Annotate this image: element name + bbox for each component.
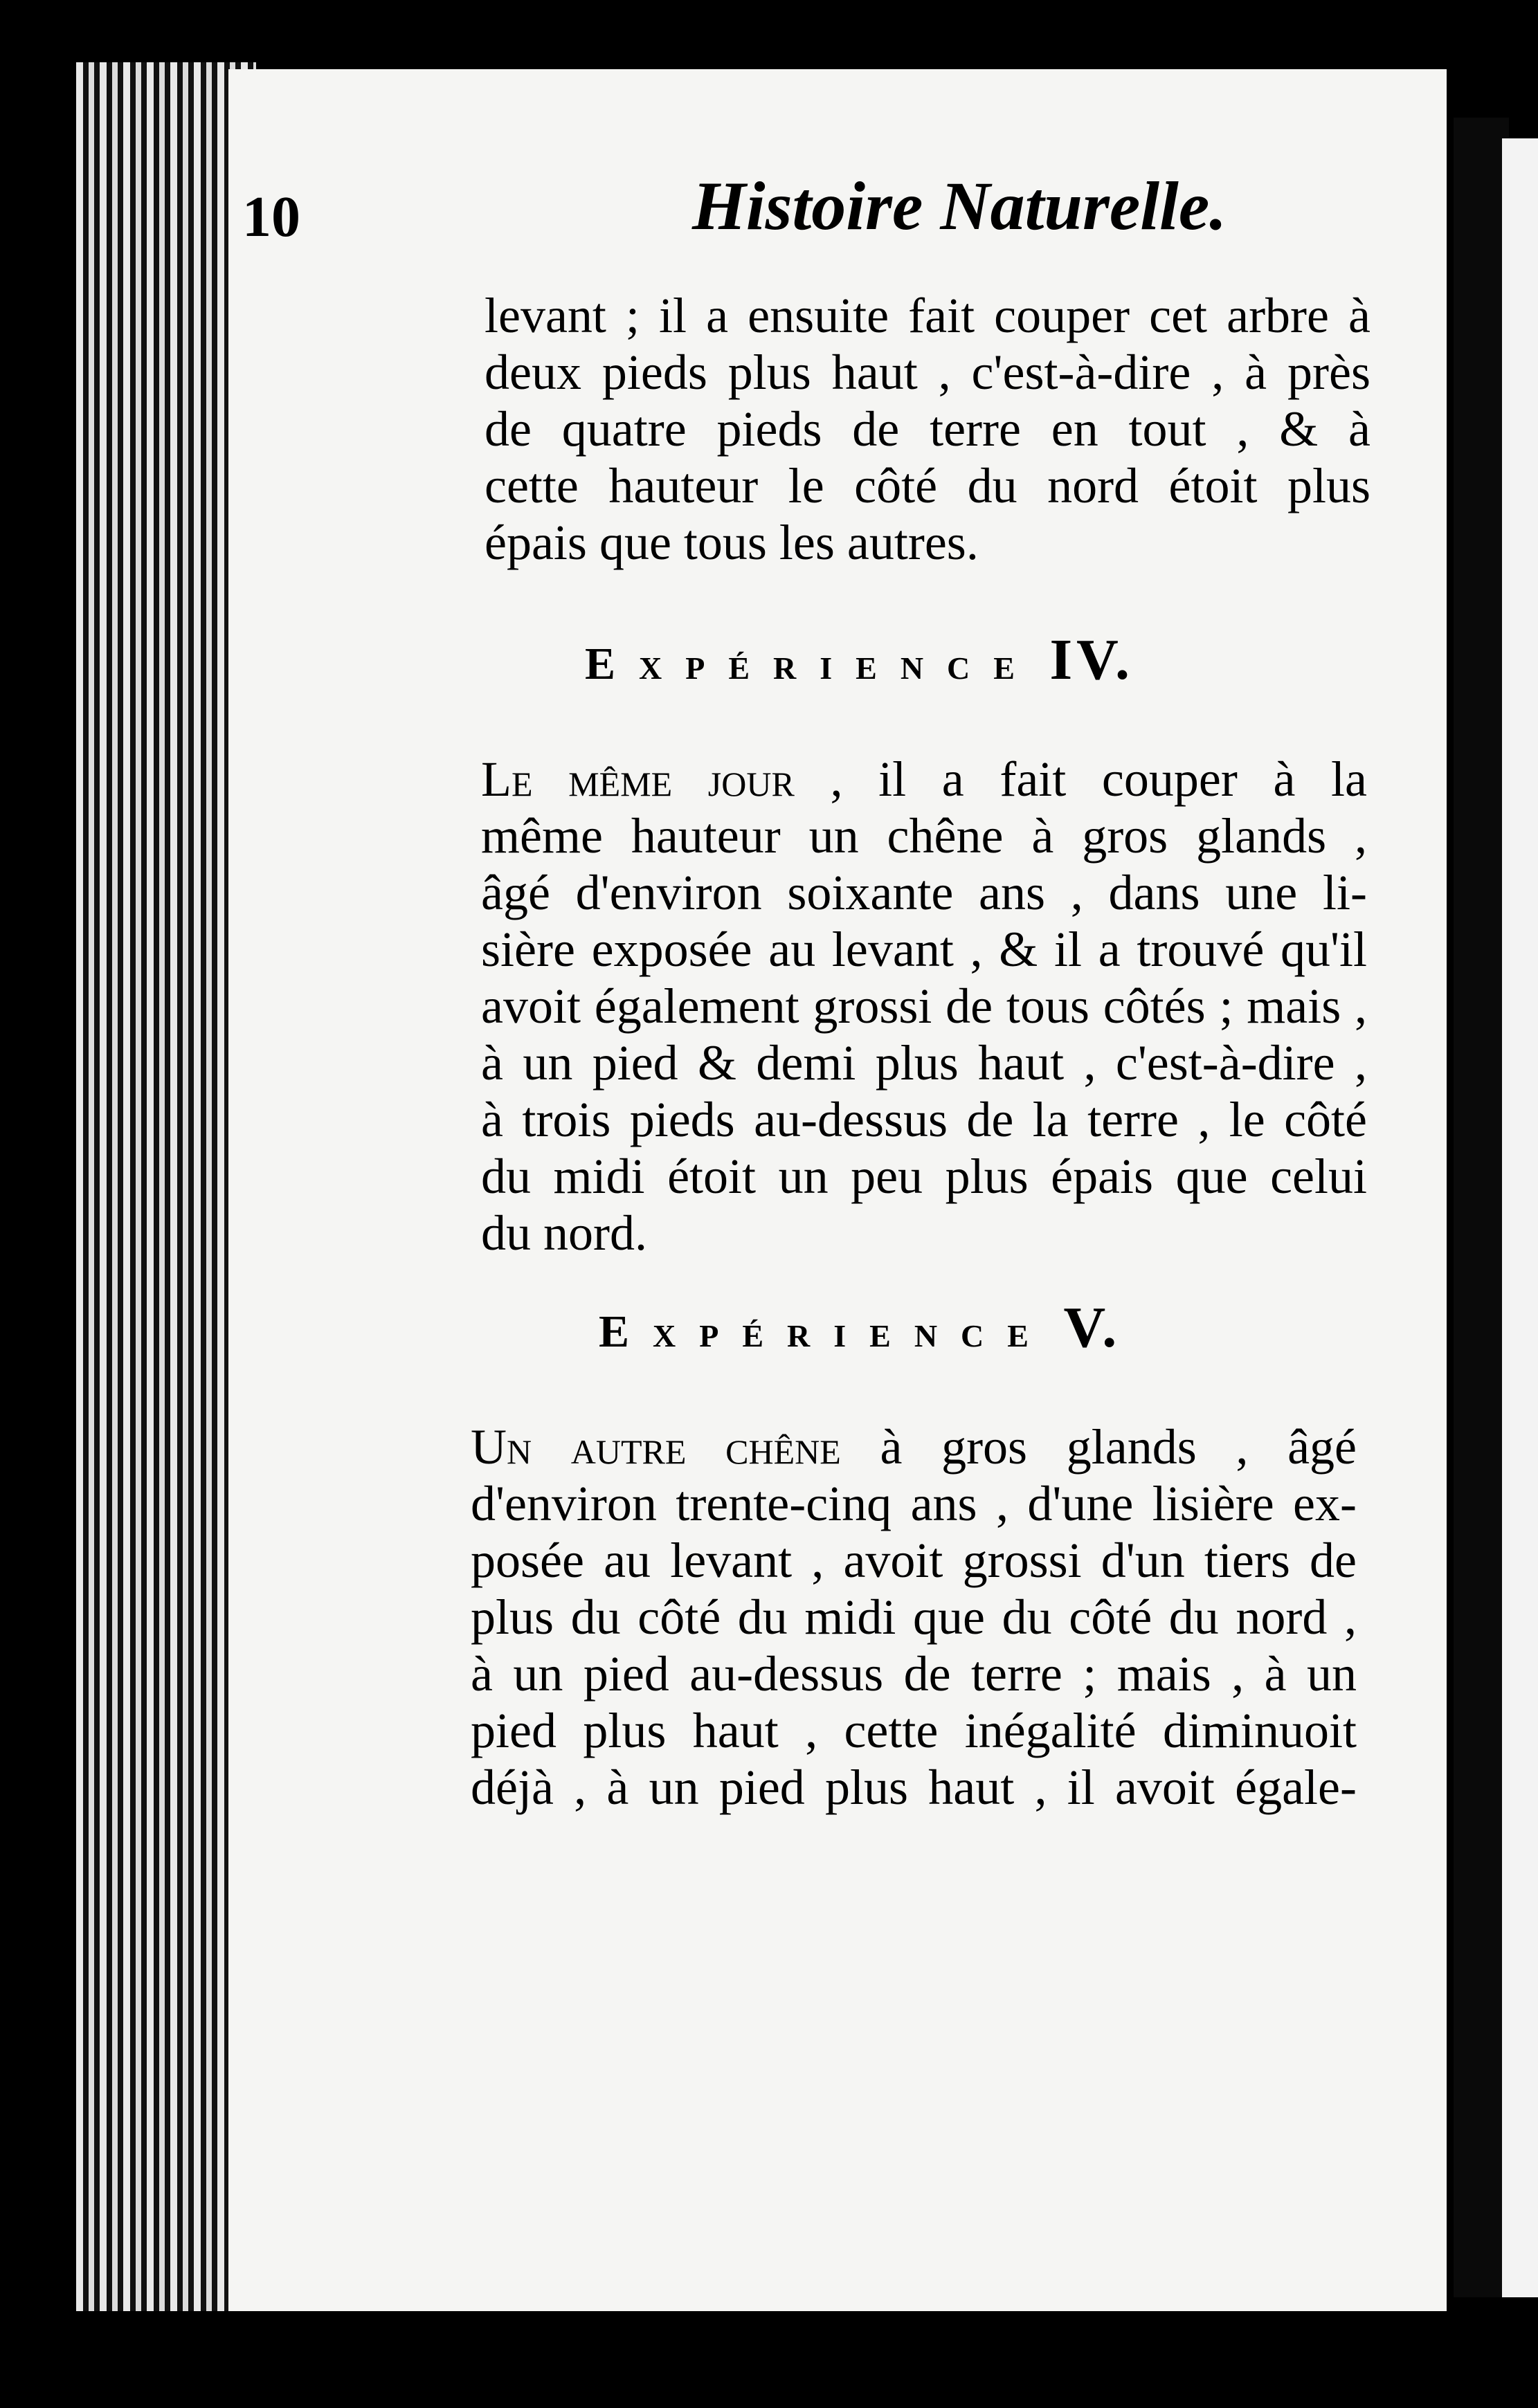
text-fragment: à gros glands , âgé [840,1419,1357,1475]
text-line: à un pied au-dessus de terre ; mais , à un [471,1646,1357,1702]
heading-word: Expérience [599,1306,1052,1357]
text-line: du nord. [481,1205,647,1261]
text-line: plus du côté du midi que du côté du nord , [471,1589,1357,1645]
text-line: à trois pieds au-dessus de la terre , le côté [481,1092,1367,1147]
section-heading-v [599,1294,1121,1361]
text-line: de quatre pieds de terre en tout , & à [485,401,1370,457]
text-line: pied plus haut , cette inégalité diminuoit [471,1703,1357,1758]
lead-in: Le même jour [481,751,795,807]
heading-number: V. [1063,1295,1121,1360]
text-line: posée au levant , avoit grossi d'un tiers de [471,1533,1357,1588]
text-line: sière exposée au levant , & il a trouvé qu'il [481,922,1367,977]
text-line [471,1419,1357,1475]
text-line: levant ; il a ensuite fait couper cet arbre à [485,288,1370,343]
heading-word: Expérience [585,639,1038,689]
text-line: âgé d'environ soixante ans , dans une li- [481,865,1367,920]
text-line: déjà , à un pied plus haut , il avoit égale- [471,1760,1357,1815]
text-line [481,751,1367,808]
experience-iv-paragraph [481,751,1367,1261]
continuation-paragraph [485,287,1370,571]
text-line: du midi étoit un peu plus épais que celui [481,1149,1367,1204]
text-line: épais que tous les autres. [485,515,979,570]
experience-v-paragraph [471,1419,1357,1816]
text-line: deux pieds plus haut , c'est-à-dire , à près [485,345,1370,400]
text-line: même hauteur un chêne à gros glands , [481,808,1367,864]
text-line: avoit également grossi de tous côtés ; mais , [481,978,1367,1034]
text-line: d'environ trente-cinq ans , d'une lisière ex- [471,1476,1357,1531]
text-line: à un pied & demi plus haut , c'est-à-dire , [481,1035,1367,1091]
running-title: Histoire Naturelle. [692,167,1227,244]
text-line: cette hauteur le côté du nord étoit plus [485,458,1370,513]
heading-number: IV. [1049,628,1134,692]
binding-gutter [1454,118,1509,2297]
text-fragment: , il a fait couper à la [794,751,1368,807]
lead-in: Un autre chêne [471,1419,841,1475]
section-heading-iv [585,626,1134,693]
facing-page-edge [1502,138,1538,2297]
page-number: 10 [242,185,300,249]
